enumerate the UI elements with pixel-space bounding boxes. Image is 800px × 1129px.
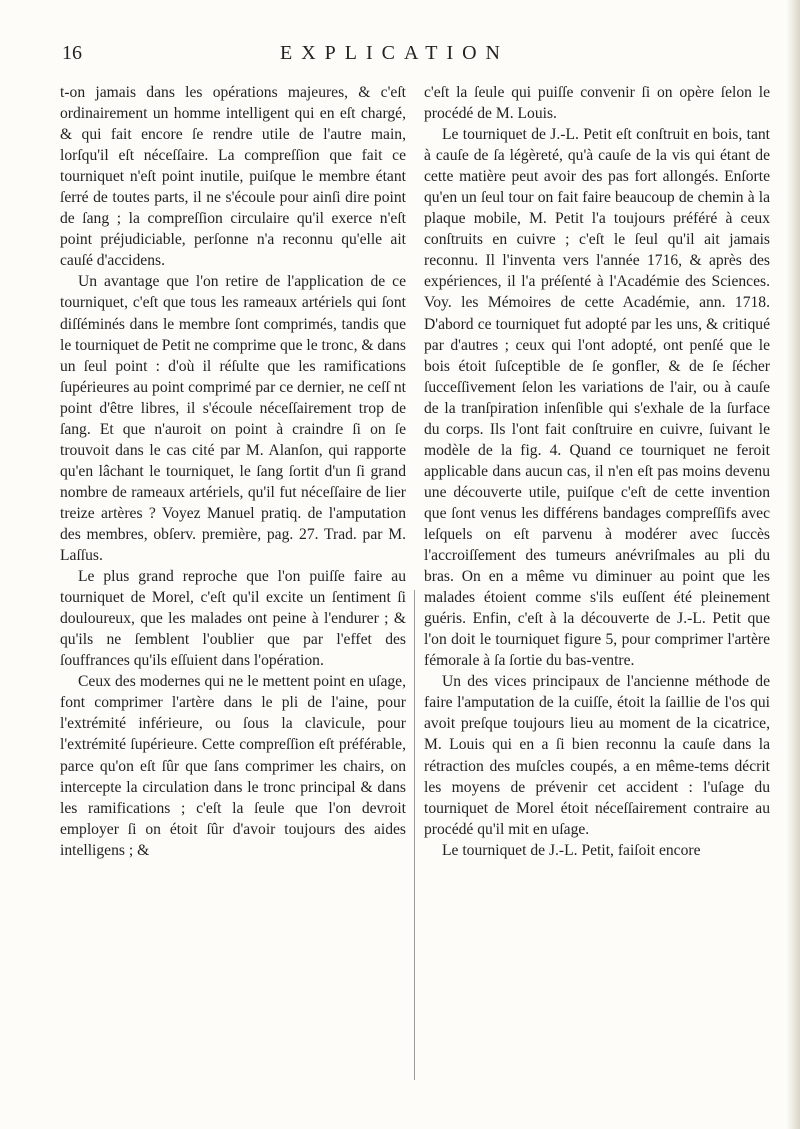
right-column [424,82,770,861]
page-number: 16 [62,42,82,64]
right-paragraph-4: Le tourniquet de J.-L. Petit, faiſoit encore [442,841,701,859]
right-paragraph-3: Un des vices principaux de l'ancienne méthode de faire l'amputation de la cuiſſe, étoit la ſaillie de l'os qui avoit preſque toujours lieu au moment de la cicatrice, M. Louis qui en a ſi bien reconnu la cauſe dans la rétraction des muſcles coupés, a en même-tems décrit les moyens de prévenir cet accident : l'uſage du tourniquet de Morel étoit néceſſairement contraire au procédé qu'il mit en uſage. [424,673,770,838]
left-paragraph-3: Le plus grand reproche que l'on puiſſe faire au tourniquet de Morel, c'eſt qu'il excite un ſentiment ſi douloureux, que les malades ont peine à l'endurer ; & qu'ils ne ſemblent l'oublier que par l'effet des ſouffrances qu'ils eſſuient dans l'opération. [60,568,406,670]
left-column [60,82,406,861]
left-paragraph-4: Ceux des modernes qui ne le mettent point en uſage, font comprimer l'artère dans le pli de l'aine, pour l'extrémité inférieure, ou ſous la clavicule, pour l'extrémité ſupérieure. Cette compreſſion eſt préférable, parce qu'on eſt ſûr que ſans comprimer les chairs, on intercepte la circulation dans le tronc principal & dans les ramifications ; c'eſt la ſeule que l'on devroit employer ſi on étoit ſûr d'avoir toujours des aides intelligens ; & [60,673,406,859]
column-rule [414,590,415,1080]
left-paragraph-1: t-on jamais dans les opérations majeures, & c'eſt ordinairement un homme intelligent qui en eſt chargé, & qui fait encore ſe rendre utile de l'autre main, lorſqu'il eſt néceſſaire. La compreſſion que fait ce tourniquet n'eſt point inutile, puiſque le membre étant ſerré de toutes parts, il ne s'écoule pour ainſi dire point de ſang ; la compreſſion circulaire qu'il exerce n'eſt point préjudiciable, perſonne n'a reconnu qu'elle ait cauſé d'accidens. [60,84,406,270]
right-paragraph-1: c'eſt la ſeule qui puiſſe convenir ſi on opère ſelon le procédé de M. Louis. [424,84,770,123]
left-paragraph-2: Un avantage que l'on retire de l'application de ce tourniquet, c'eſt que tous les rameaux artériels qui ſont diſſéminés dans le membre ſont comprimés, tandis que le tourniquet de Petit ne comprime que le tronc, & dans un ſeul point : d'où il réſulte que les ramifications ſupérieures au point comprimé par ce dernier, ne ceſſ nt point d'être libres, il s'écoule néceſſairement trop de ſang. Et que n'auroit on point à craindre ſi on ſe trouvoit dans le cas cité par M. Alanſon, qui rapporte qu'en lâchant le tourniquet, le ſang ſortit d'un ſi grand nombre de rameaux artériels, qu'il fut néceſſaire de lier treize artères ? Voyez Manuel pratiq. de l'amputation des membres, obſerv. première, pag. 27. Trad. par M. Laſſus. [60,273,407,565]
right-paragraph-2: Le tourniquet de J.-L. Petit eſt conſtruit en bois, tant à cauſe de ſa légèreté, qu'à cauſe de la vis qui étant de cette matière peut avoir des pas fort allongés. Enſorte qu'en un ſeul tour on fait faire beaucoup de chemin à la plaque mobile, M. Petit l'a toujours préféré à ceux conſtruits en cuivre ; c'eſt le ſeul qu'il ait jamais reconnu. Il l'inventa vers l'année 1716, & après des expériences, il l'a préſenté à l'Académie des Sciences. Voy. les Mémoires de cette Académie, ann. 1718. D'abord ce tourniquet fut adopté par les uns, & critiqué par d'autres ; ceux qui l'ont adopté, ont penſé que le bois étoit ſuſceptible de ſe gonfler, & de ſe ſécher ſucceſſivement ſelon les variations de l'air, ou à cauſe de la tranſpiration inſenſible qui s'exhale de la ſurface du corps. Ils l'ont fait conſtruire en cuivre, ſuivant le modèle de la fig. 4. Quand ce tourniquet ne feroit applicable dans aucun cas, il n'en eſt pas moins devenu une découverte utile, puiſque c'eſt de cette invention que ſont venus les différens bandages compreſſifs avec leſquels on eſt parvenu à modérer avec ſuccès l'accroiſſement des tumeurs anévriſmales au pli du bras. On en a même vu diminuer au point que les malades étoient comme s'ils euſſent été pleinement guéris. Enfin, c'eſt à la découverte de J.-L. Petit que l'on doit le tourniquet figure 5, pour comprimer l'artère fémorale à ſa ſortie du bas-ventre. [424,126,770,670]
running-head: EXPLICATION [280,42,509,64]
page-header [60,42,760,72]
page-edge-shadow [786,0,800,1129]
